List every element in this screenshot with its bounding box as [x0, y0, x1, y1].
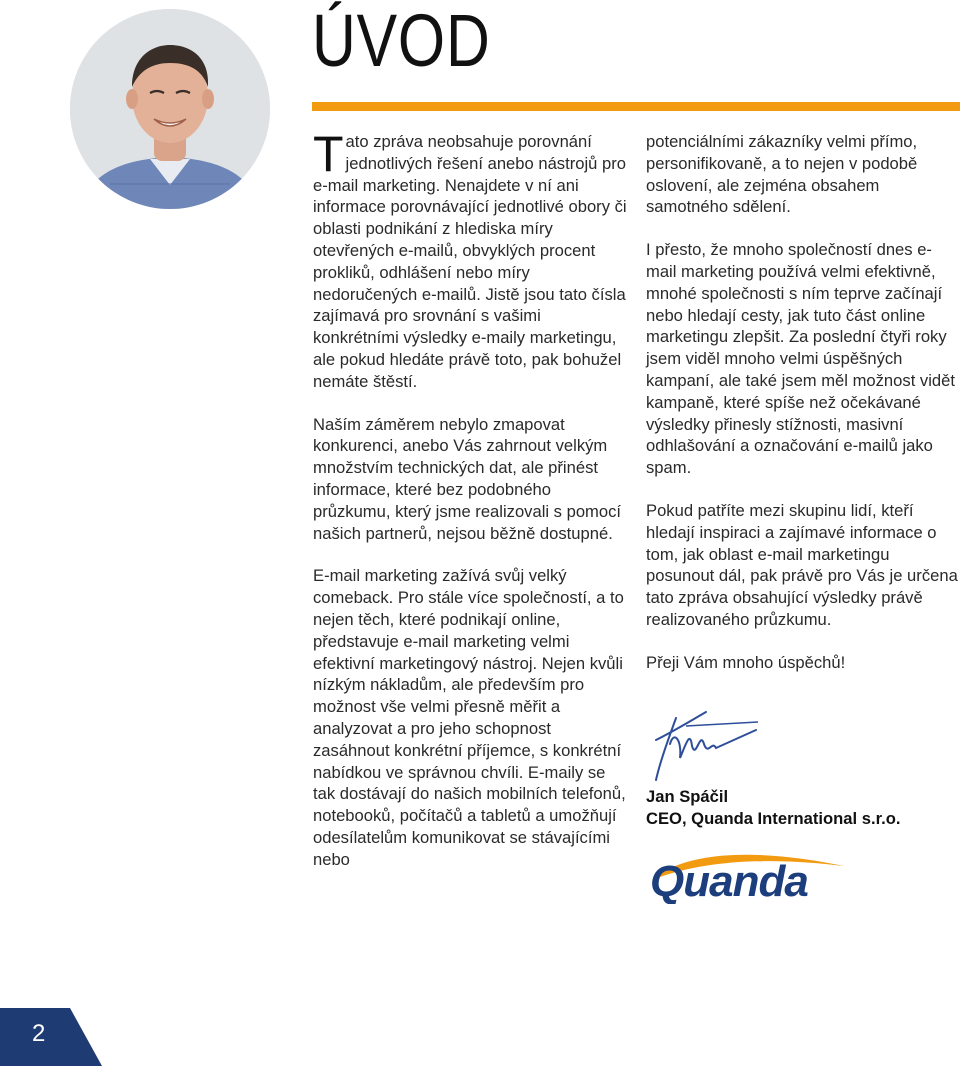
- closing-line: Přeji Vám mnoho úspěchů!: [646, 652, 846, 672]
- paragraph: Pokud patříte mezi skupinu lidí, kteří hledají inspiraci a zajímavé informace o tom, jak oblast e-mail marketingu posunout dál, pak právě pro Vás je určena tato zpráva obsahující výsledky právě realizovaného průzkumu.: [646, 500, 958, 629]
- page-number: 2: [32, 1020, 46, 1047]
- author-photo: [70, 9, 270, 209]
- logo-wordmark: Quanda: [650, 857, 808, 904]
- paragraph: E-mail marketing zažívá svůj velký comeback. Pro stále více společností, a to nejen těch, které podnikají online, představuje e-mail marketing velmi efektivní marketingový nástroj. Nejen kvůli nízkým nákladům, ale především pro možnost vše velmi přesně měřit a analyzovat a pro jeho schopnost zasáhnout konkrétní příjemce, s konkrétní nabídkou ve správnou chvíli. E-maily se tak dostávají do našich mobilních telefonů, notebooků, počítačů a tabletů a umožňují odesílatelům komunikovat se stávajícími nebo: [313, 566, 626, 869]
- quanda-logo: [648, 846, 848, 904]
- page-number-tab: [0, 1008, 102, 1066]
- paragraph: Naším záměrem nebylo zmapovat konkurenci, anebo Vás zahrnout velkým množstvím technických dat, ale přinést informace, které bez podobného průzkumu, který jsme realizovali s pomocí našich partnerů, nejsou běžně dostupné.: [313, 414, 622, 543]
- paragraph: potenciálními zákazníky velmi přímo, personifikovaně, a to nejen v podobě oslovení, ale zejména obsahem samotného sdělení.: [646, 132, 918, 217]
- page-title: ÚVOD: [312, 0, 491, 82]
- paragraph: I přesto, že mnoho společností dnes e-mail marketing používá velmi efektivně, mnohé společnosti s ním teprve začínají nebo hledají cesty, jak tuto část online marketingu zlepšit. Za poslední čtyři roky jsem viděl mnoho velmi úspěšných kampaní, ale také jsem měl možnost vidět kampaně, které spíše než očekávané výsledky přinesly stížnosti, masivní odhlašování a označování e-mailů jako spam.: [646, 240, 955, 478]
- portrait-illustration: [70, 9, 270, 209]
- signer-block: [646, 786, 900, 830]
- intro-paragraph-text: ato zpráva neobsahuje porovnání jednotlivých řešení anebo nástrojů pro e-mail marketing. Nenajdete v ní ani informace porovnávající jednotlivé obory či oblasti podnikání z hlediska míry otevřených e-mailů, obvyklých procent prokliků, odhlášení nebo míry nedoručených e-mailů. Jistě jsou tato čísla zajímavá pro srovnání s vašimi konkrétními výsledky e-maily marketingu, ale pokud hledáte právě toto, pak bohužel nemáte štěstí.: [313, 132, 627, 391]
- text-column-left: [313, 126, 631, 892]
- text-column-right: [646, 131, 960, 695]
- signer-role: CEO, Quanda International s.r.o.: [646, 809, 901, 828]
- intro-paragraph: [313, 126, 631, 393]
- drop-cap: T: [313, 126, 344, 182]
- signature-image: [646, 700, 766, 784]
- title-underline: [312, 102, 960, 111]
- signer-name: Jan Spáčil: [646, 787, 729, 806]
